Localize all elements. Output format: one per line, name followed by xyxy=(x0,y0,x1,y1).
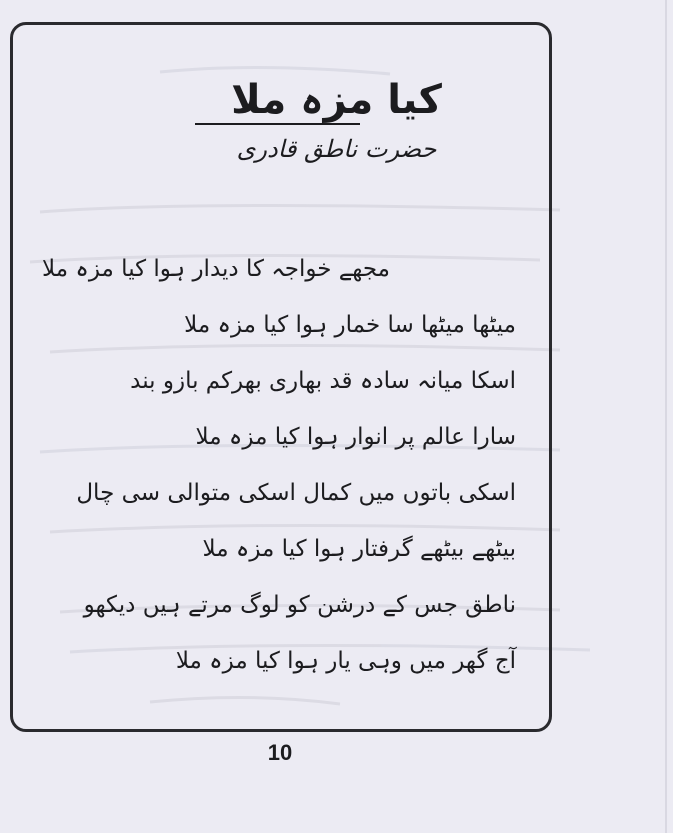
verse-line-6: بیٹھے بیٹھے گرفتار ہوا کیا مزہ ملا xyxy=(202,536,516,562)
verse-line-8: آج گھر میں وہی یار ہوا کیا مزہ ملا xyxy=(175,648,516,674)
page-edge xyxy=(665,0,667,833)
poem-title: کیا مزہ ملا xyxy=(231,77,442,123)
verse-line-7: ناطق جس کے درشن کو لوگ مرتے ہیں دیکھو xyxy=(83,592,516,618)
verse-line-2: میٹھا میٹھا سا خمار ہوا کیا مزہ ملا xyxy=(184,312,516,338)
page-number: 10 xyxy=(267,740,293,765)
verse-line-5: اسکی باتوں میں کمال اسکی متوالی سی چال xyxy=(76,480,516,506)
verse-line-3: اسکا میانہ سادہ قد بھاری بھرکم بازو بند xyxy=(130,368,516,394)
poem-author: حضرت ناطق قادری xyxy=(236,135,437,163)
verse-line-4: سارا عالم پر انوار ہوا کیا مزہ ملا xyxy=(195,424,516,450)
verse-line-1: مجھے خواجہ کا دیدار ہوا کیا مزہ ملا xyxy=(42,256,390,282)
title-underline xyxy=(195,123,360,125)
